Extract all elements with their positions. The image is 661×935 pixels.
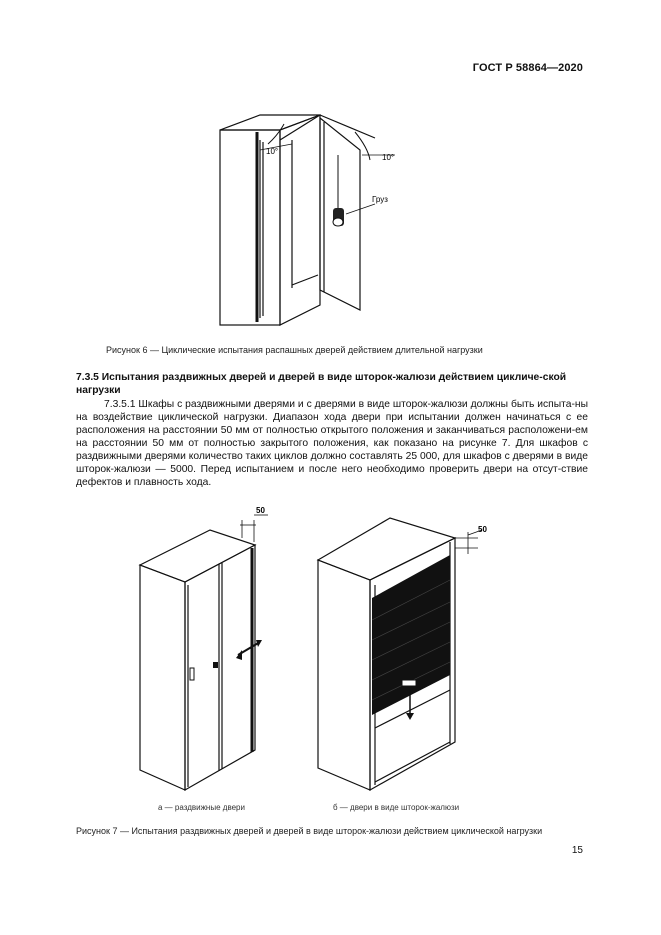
weight-label: Груз bbox=[372, 195, 388, 204]
document-code: ГОСТ Р 58864—2020 bbox=[472, 62, 583, 74]
figure-7b-drawing bbox=[310, 510, 500, 795]
subcaption-a: а — раздвижные двери bbox=[158, 803, 245, 812]
figure-6-caption: Рисунок 6 — Циклические испытания распашных дверей действием длительной нагрузки bbox=[106, 345, 483, 355]
section-title: 7.3.5 Испытания раздвижных дверей и дверей в виде шторок-жалюзи действием цикличе-ской нагрузки bbox=[76, 372, 567, 396]
figure-7a-drawing bbox=[130, 500, 280, 800]
figure-6-drawing bbox=[200, 110, 440, 335]
section-body bbox=[76, 398, 588, 489]
paragraph-7-3-5-1: 7.3.5.1 Шкафы с раздвижными дверями и с дверями в виде шторок-жалюзи должны быть испыта-ны на воздействие циклической нагрузки. Диапазон хода двери при испытании должен начинаться с ее расположения на расстоянии 50 мм от полностью открытого положения и заканчиваться расположени-ем на расстоянии 50 мм от полностью закрытого положения, как показано на рисунке 7. Для шкафов с раздвижными дверями количество таких циклов должно составлять 25 000, для шкафов с дверями в виде шторок-жалюзи — 5000. Перед испытанием и после него необходимо проверить двери на отсут-ствие дефектов и плавность хода. bbox=[76, 399, 588, 488]
subcaption-b: б — двери в виде шторок-жалюзи bbox=[333, 803, 460, 812]
page-number: 15 bbox=[571, 845, 583, 856]
dimension-label-a: 50 bbox=[256, 506, 265, 515]
figure-7-caption: Рисунок 7 — Испытания раздвижных дверей и дверей в виде шторок-жалюзи действием циклической нагрузки bbox=[76, 826, 543, 836]
angle-label-left: 10° bbox=[266, 147, 279, 156]
angle-label-right: 10° bbox=[382, 153, 395, 162]
dimension-label-b: 50 bbox=[478, 525, 487, 534]
